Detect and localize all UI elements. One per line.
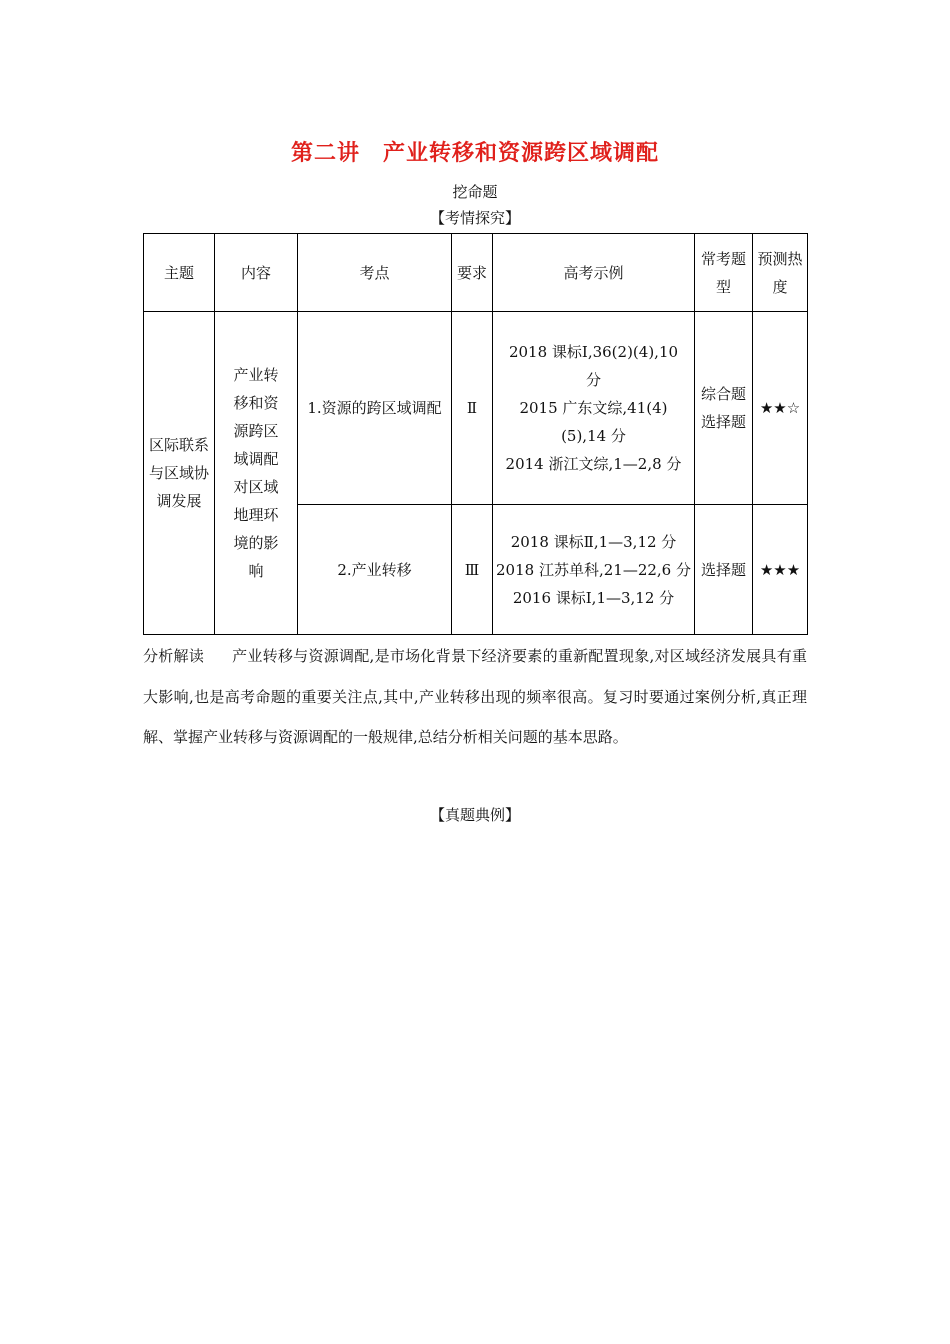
example-line: 2018 江苏单科,21—22,6 分 xyxy=(496,560,691,579)
header-requirement: 要求 xyxy=(452,234,493,312)
section-heading-exam-analysis: 【考情探究】 xyxy=(429,209,520,227)
requirement-cell: Ⅱ xyxy=(452,312,493,505)
example-line: 2018 课标Ⅱ,1—3,12 分 xyxy=(510,532,677,551)
example-line: 2014 浙江文综,1—2,8 分 xyxy=(505,455,682,473)
theme-line: 与区域协 xyxy=(148,464,209,482)
header-heat-line1: 预测热 xyxy=(757,249,803,268)
requirement-cell: Ⅲ xyxy=(452,505,493,635)
header-heat xyxy=(753,234,808,312)
question-type-line: 综合题 xyxy=(700,385,746,403)
analysis-paragraph xyxy=(143,636,807,758)
content-cell xyxy=(215,312,298,635)
example-line: 分 xyxy=(585,371,601,389)
subtitle: 挖命题 xyxy=(452,183,498,201)
theme-line: 区际联系 xyxy=(148,436,209,454)
header-theme: 主题 xyxy=(144,234,215,312)
example-line: 2016 课标Ⅰ,1—3,12 分 xyxy=(512,588,675,607)
analysis-text: 产业转移与资源调配,是市场化背景下经济要素的重新配置现象,对区域经济发展具有重大影响,也是高考命题的重要关注点,其中,产业转移出现的频率很高。复习时要通过案例分析,真正理解、掌握产业转移与资源调配的一般规律,总结分析相关问题的基本思路。 xyxy=(143,647,807,746)
header-example: 高考示例 xyxy=(493,234,695,312)
question-type-cell xyxy=(695,312,753,505)
question-type-line: 选择题 xyxy=(700,413,746,431)
theme-cell xyxy=(144,312,215,635)
header-question-type-line1: 常考题 xyxy=(700,249,746,268)
content-line: 地理环 xyxy=(233,506,279,524)
point-cell: 1.资源的跨区域调配 xyxy=(298,312,452,505)
header-content: 内容 xyxy=(215,234,298,312)
content-line: 响 xyxy=(248,562,264,580)
exam-analysis-table xyxy=(143,233,808,635)
heat-rating: ★★☆ xyxy=(753,312,808,505)
header-question-type-line2: 型 xyxy=(715,277,731,296)
section-heading-exam-examples: 【真题典例】 xyxy=(429,806,520,824)
content-line: 域调配 xyxy=(233,450,279,468)
content-line: 产业转 xyxy=(233,366,279,384)
header-question-type xyxy=(695,234,753,312)
analysis-label: 分析解读 xyxy=(143,647,205,665)
example-line: 2015 广东文综,41(4) xyxy=(519,399,668,417)
table-header-row xyxy=(144,234,808,312)
table-row xyxy=(144,312,808,505)
content-line: 境的影 xyxy=(233,534,279,552)
heat-rating: ★★★ xyxy=(753,505,808,635)
example-line: (5),14 分 xyxy=(561,427,626,445)
header-point: 考点 xyxy=(298,234,452,312)
header-heat-line2: 度 xyxy=(772,277,788,296)
page-title: 第二讲 产业转移和资源跨区域调配 xyxy=(290,140,659,166)
question-type-line: 选择题 xyxy=(700,560,746,579)
content-line: 对区域 xyxy=(233,478,279,496)
point-cell: 2.产业转移 xyxy=(298,505,452,635)
theme-line: 调发展 xyxy=(156,492,202,510)
content-line: 移和资 xyxy=(233,394,279,412)
example-line: 2018 课标Ⅰ,36(2)(4),10 xyxy=(508,343,679,361)
example-cell xyxy=(493,312,695,505)
example-cell xyxy=(493,505,695,635)
question-type-cell xyxy=(695,505,753,635)
content-line: 源跨区 xyxy=(233,422,279,440)
